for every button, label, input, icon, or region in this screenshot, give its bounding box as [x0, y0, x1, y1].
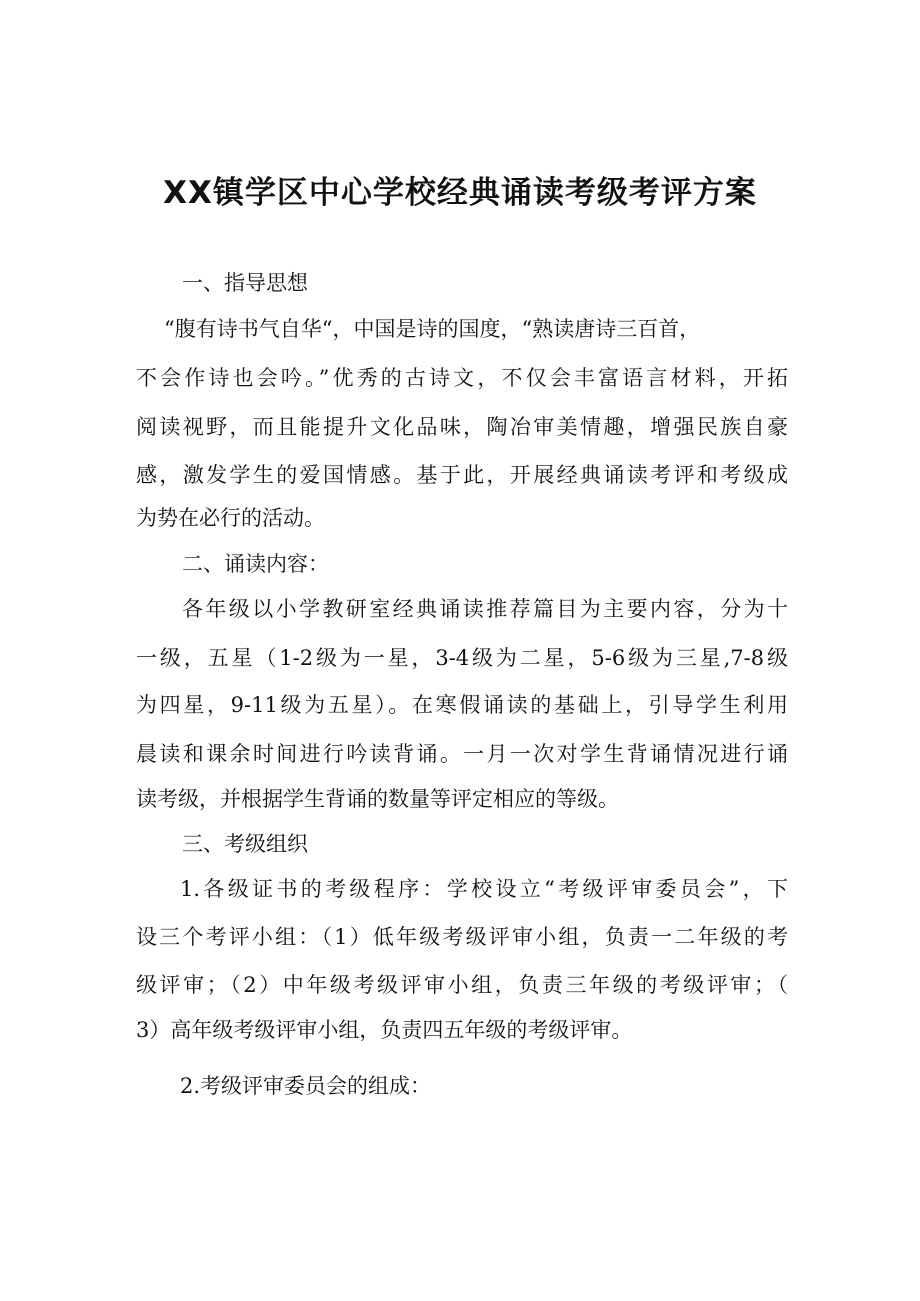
document-title: XX镇学区中心学校经典诵读考级考评方案: [163, 175, 757, 211]
paragraph-line: 不会作诗也会吟。”优秀的古诗文，不仅会丰富语言材料，开拓: [136, 366, 788, 390]
paragraph-line: 级评审；（2）中年级考级评审小组，负责三年级的考级评审；（: [136, 973, 788, 997]
paragraph-line: 阅读视野，而且能提升文化品味，陶冶审美情趣，增强民族自豪: [136, 415, 788, 439]
paragraph-line: 设三个考评小组：（1）低年级考级评审小组，负责一二年级的考: [136, 925, 788, 949]
paragraph-line: 为势在必行的活动。: [136, 506, 325, 530]
paragraph-line: 1.各级证书的考级程序：学校设立“考级评审委员会”，下: [180, 877, 788, 901]
paragraph-line: 3）高年级考级评审小组，负责四五年级的考级评审。: [136, 1018, 633, 1042]
paragraph-line: 读考级，并根据学生背诵的数量等评定相应的等级。: [136, 787, 619, 811]
paragraph-line: 各年级以小学教研室经典诵读推荐篇目为主要内容，分为十: [182, 597, 788, 621]
section-heading-guiding-ideology: 一、指导思想: [182, 271, 308, 295]
paragraph-line: 一级，五星（1-2级为一星，3-4级为二星，5-6级为三星,7-8级: [136, 646, 788, 670]
section-heading-exam-organization: 三、考级组织: [182, 832, 308, 856]
paragraph-line: 感，激发学生的爱国情感。基于此，开展经典诵读考评和考级成: [136, 463, 788, 487]
section-heading-reading-content: 二、诵读内容：: [182, 552, 329, 576]
list-item-committee-composition: 2.考级评审委员会的组成：: [180, 1074, 432, 1098]
paragraph-line: 晨读和课余时间进行吟读背诵。一月一次对学生背诵情况进行诵: [136, 742, 788, 766]
paragraph-line: 为四星，9-11级为五星）。在寒假诵读的基础上，引导学生利用: [136, 693, 788, 717]
paragraph-line: “腹有诗书气自华“，中国是诗的国度，“熟读唐诗三百首，: [164, 317, 701, 341]
